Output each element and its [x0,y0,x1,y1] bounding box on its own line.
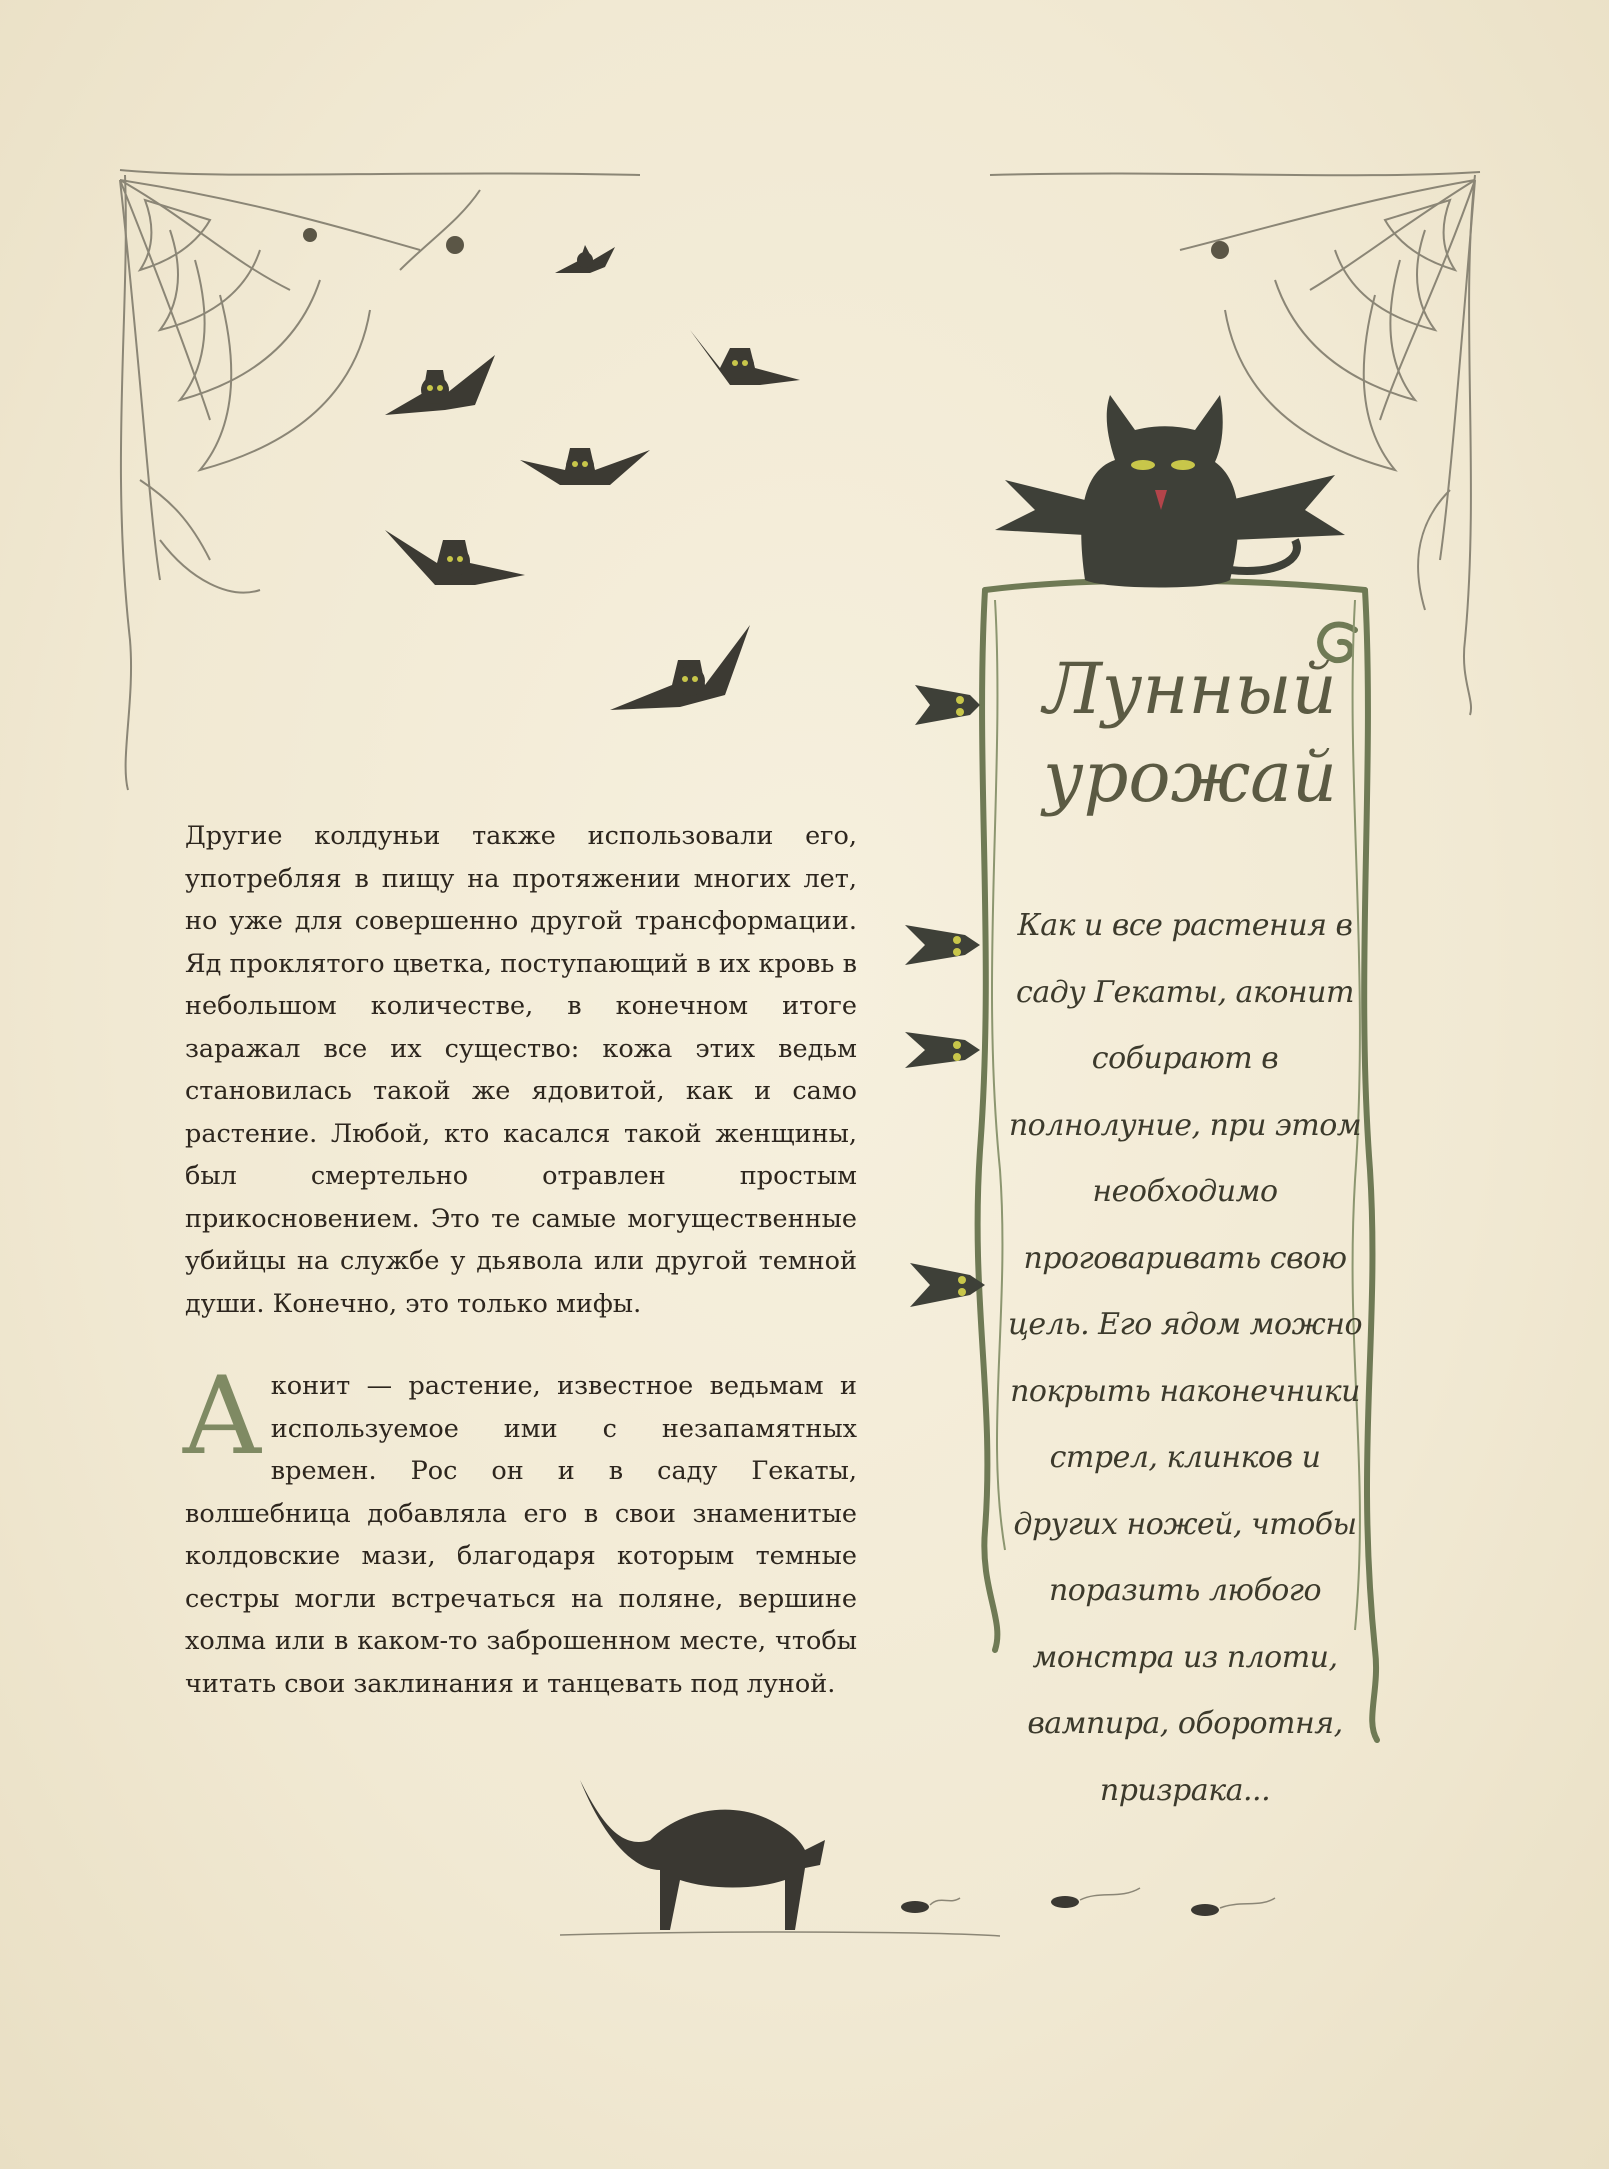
sidebar-title [1010,645,1370,821]
body-paragraph-1: Другие колдуньи также использовали его, употребляя в пищу на протяжении многих лет, но уже для совершенно другой трансформации. Яд проклятого цветка, поступающий в их кровь в небольшом количестве, в конечном итоге заражал все их существо: кожа этих ведьм становилась такой же ядовитой, как и само растение. Любой, кто касался такой женщины, был смертельно отравлен простым прикосновением. Это те самые могущественные убийцы на службе у дьявола или другой темной души. Конечно, это только мифы. [185,821,857,1319]
body-paragraph-2-text: конит — растение, известное ведьмам и используемое ими с незапамятных времен. Рос он и в саду Гекаты, волшебница добавляла его в свои знаменитые колдовские мази, благодаря которым темные сестры могли встречаться на поляне, вершине холма или в каком-то заброшенном месте, чтобы читать свои заклинания и танцевать под луной. [185,1371,857,1699]
sidebar-title-line-2: урожай [1043,736,1337,818]
bats-illustration [370,225,810,745]
drop-cap: А [181,1354,263,1479]
main-text-column [181,815,857,1745]
winged-cat-illustration [995,395,1345,588]
body-paragraph-2 [181,1354,857,1705]
sidebar-text: Как и все растения в саду Гекаты, аконит собирают в полнолуние, при этом необходимо проговаривать свою цель. Его ядом можно покрыть наконечники стрел, клинков и других ножей, чтобы поразить любого монстра из плоти, вампира, оборотня, призрака... [1007,908,1363,1808]
sidebar-title-line-1: Лунный [1043,648,1337,730]
